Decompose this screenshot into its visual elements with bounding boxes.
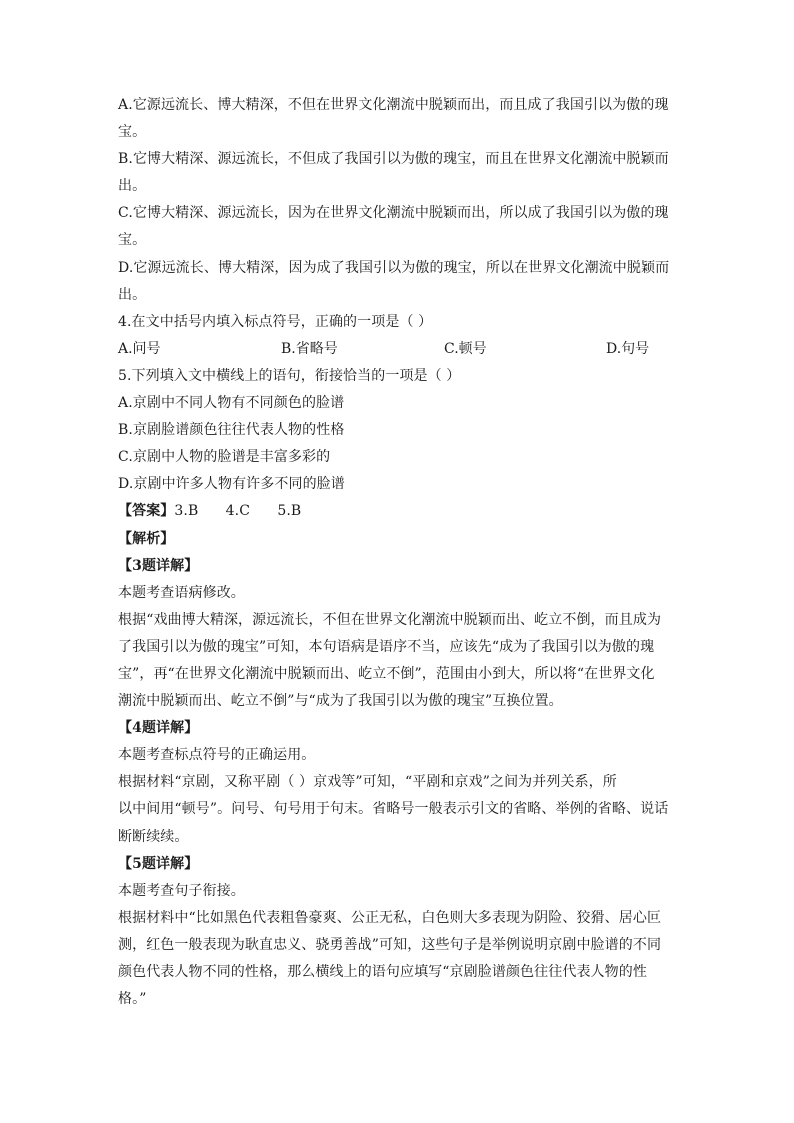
q3-option-b-line2: 出。 [118, 178, 147, 195]
q4-option-d: D.句号 [606, 340, 650, 357]
q4-option-b: B.省略号 [281, 340, 338, 357]
detail4-line: 断断续续。 [118, 828, 189, 845]
q4-option-a: A.问号 [118, 340, 161, 357]
q3-option-c-line1: C.它博大精深、源远流长，因为在世界文化潮流中脱颖而出，所以成了我国引以为傲的瑰 [118, 205, 669, 222]
answer-label: 【答案】 [118, 503, 175, 520]
q3-option-c [118, 200, 678, 254]
answer-line [118, 498, 678, 525]
q3-option-d-line2: 出。 [118, 286, 147, 303]
detail4-line: 以中间用“顿号”。问号、句号用于句末。省略号一般表示引文的省略、举例的省略、说话 [118, 801, 669, 818]
q3-option-a-line1: A.它源远流长、博大精深，不但在世界文化潮流中脱颖而出，而且成了我国引以为傲的瑰 [118, 97, 669, 113]
q5-option-d: D.京剧中许多人物有许多不同的脸谱 [118, 476, 345, 493]
detail5-line: 根据材料中“比如黑色代表粗鲁豪爽、公正无私，白色则大多表现为阴险、狡猾、居心叵 [118, 909, 662, 926]
q4-options [118, 336, 678, 363]
q5-option-a: A.京剧中不同人物有不同颜色的脸谱 [118, 395, 345, 412]
q3-option-c-line2: 宝。 [118, 232, 147, 249]
detail5-intro: 本题考查句子衔接。 [118, 882, 245, 899]
detail5-heading: 【5题详解】 [118, 855, 199, 872]
q3-option-a [118, 92, 678, 146]
q3-option-d [118, 255, 678, 309]
detail4-intro: 本题考查标点符号的正确运用。 [118, 747, 316, 764]
q5-option-b: B.京剧脸谱颜色往往代表人物的性格 [118, 422, 345, 439]
detail3-line: 根据“戏曲博大精深，源远流长，不但在世界文化潮流中脱颖而出、屹立不倒，而且成为 [118, 611, 662, 628]
detail3-line: 潮流中脱颖而出、屹立不倒”与“成为了我国引以为傲的瑰宝”互换位置。 [118, 693, 563, 710]
analysis-label: 【解析】 [118, 530, 175, 547]
q3-option-b-line1: B.它博大精深、源远流长，不但成了我国引以为傲的瑰宝，而且在世界文化潮流中脱颖而 [118, 151, 669, 168]
detail3-line: 了我国引以为傲的瑰宝”可知，本句语病是语序不当，应该先“成为了我国引以为傲的瑰 [118, 638, 655, 655]
q5-stem: 5.下列填入文中横线上的语句，衔接恰当的一项是（ ） [118, 367, 461, 384]
detail5-line: 测，红色一般表现为耿直忠义、骁勇善战”可知，这些句子是举例说明京剧中脸谱的不同 [118, 936, 662, 953]
detail4-heading: 【4题详解】 [118, 720, 199, 737]
answer-text: 3.B 4.C 5.B [174, 503, 302, 520]
q3-option-b [118, 146, 678, 200]
detail5-line: 格。” [118, 991, 147, 1008]
q3-option-d-line1: D.它源远流长、博大精深，因为成了我国引以为傲的瑰宝，所以在世界文化潮流中脱颖而 [118, 259, 670, 276]
q3-option-a-line2: 宝。 [118, 124, 147, 141]
detail4-line: 根据材料“京剧，又称平剧（ ）京戏等”可知，“平剧和京戏”之间为并列关系，所 [118, 774, 617, 791]
detail3-line: 宝”，再“在世界文化潮流中脱颖而出、屹立不倒”，范围由小到大，所以将“在世界文化 [118, 665, 655, 682]
document-page [118, 92, 678, 1013]
detail3-intro: 本题考查语病修改。 [118, 584, 245, 601]
q5-option-c: C.京剧中人物的脸谱是丰富多彩的 [118, 449, 331, 466]
detail3-heading: 【3题详解】 [118, 557, 199, 574]
q4-option-c: C.顿号 [444, 340, 487, 357]
detail5-line: 颜色代表人物不同的性格，那么横线上的语句应填写“京剧脸谱颜色往往代表人物的性 [118, 964, 647, 980]
q4-stem: 4.在文中括号内填入标点符号，正确的一项是（ ） [118, 313, 433, 330]
